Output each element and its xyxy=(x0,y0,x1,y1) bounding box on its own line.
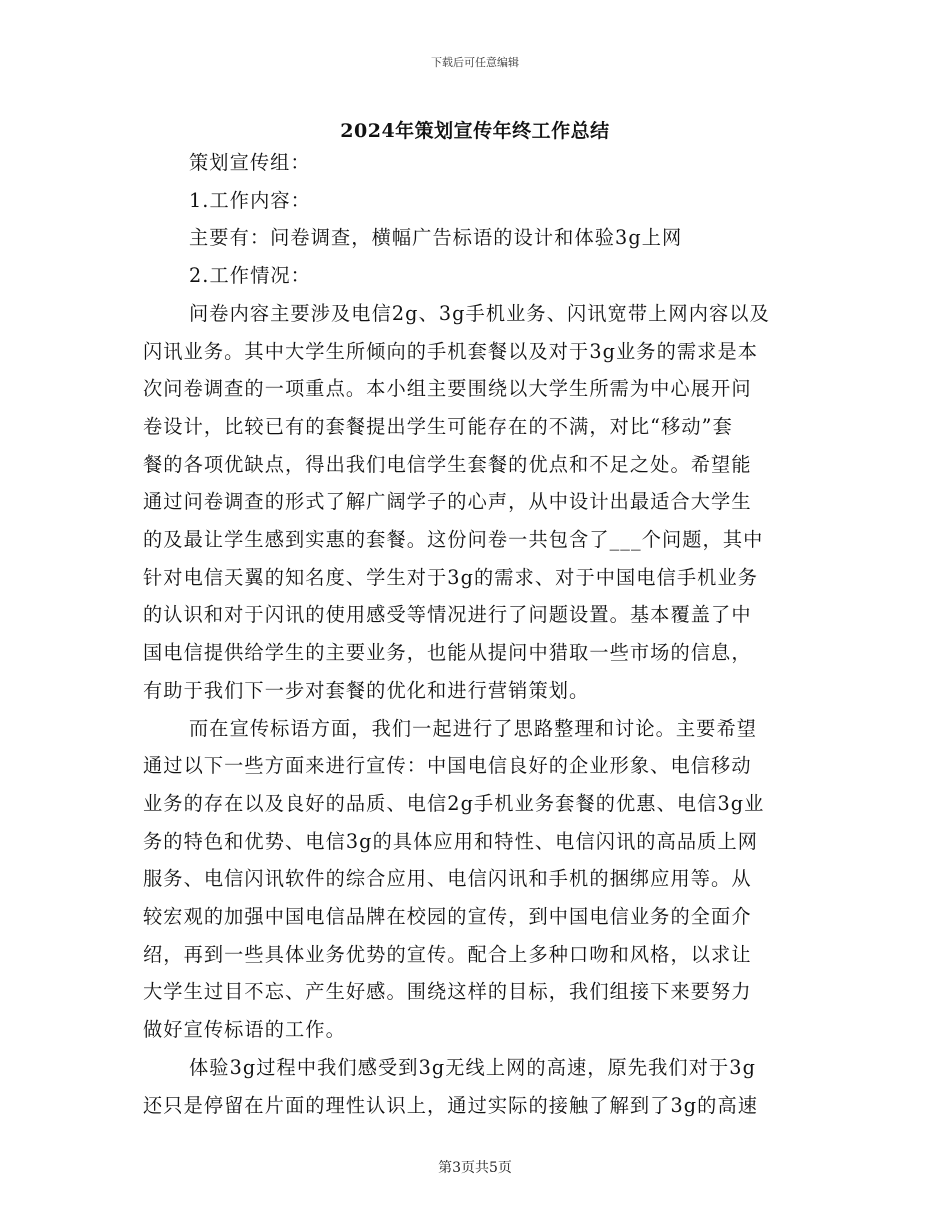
paragraph-line: 主要有：问卷调查，横幅广告标语的设计和体验3g上网 xyxy=(189,226,683,250)
paragraph-line: 国电信提供给学生的主要业务，也能从提问中猎取一些市场的信息， xyxy=(143,641,752,665)
paragraph-line: 通过以下一些方面来进行宣传：中国电信良好的企业形象、电信移动 xyxy=(143,754,752,778)
paragraph-line: 有助于我们下一步对套餐的优化和进行营销策划。 xyxy=(143,678,590,702)
paragraph-line: 餐的各项优缺点，得出我们电信学生套餐的优点和不足之处。希望能 xyxy=(143,452,752,476)
paragraph-line: 体验3g过程中我们感受到3g无线上网的高速，原先我们对于3g xyxy=(189,1055,756,1079)
paragraph-line: 还只是停留在片面的理性认识上，通过实际的接触了解到了3g的高速 xyxy=(143,1093,759,1117)
paragraph-line: 绍，再到一些具体业务优势的宣传。配合上多种口吻和风格，以求让 xyxy=(143,942,752,966)
paragraph-line: 业务的存在以及良好的品质、电信2g手机业务套餐的优惠、电信3g业 xyxy=(143,791,765,815)
paragraph-line: 次问卷调查的一项重点。本小组主要围绕以大学生所需为中心展开问 xyxy=(143,377,752,401)
paragraph-line: 通过问卷调查的形式了解广阔学子的心声，从中设计出最适合大学生 xyxy=(143,490,752,514)
paragraph-line: 做好宣传标语的工作。 xyxy=(143,1018,346,1042)
page-number: 第3页共5页 xyxy=(438,1160,512,1176)
paragraph-line: 较宏观的加强中国电信品牌在校园的宣传，到中国电信业务的全面介 xyxy=(143,905,752,929)
paragraph-line: 针对电信天翼的知名度、学生对于3g的需求、对于中国电信手机业务 xyxy=(143,565,759,589)
paragraph-line: 服务、电信闪讯软件的综合应用、电信闪讯和手机的捆绑应用等。从 xyxy=(143,867,752,891)
paragraph-line: 卷设计，比较已有的套餐提出学生可能存在的不满，对比“移动”套 xyxy=(143,414,733,438)
subheading-work-status: 2.工作情况： xyxy=(189,264,311,288)
paragraph-line: 务的特色和优势、电信3g的具体应用和特性、电信闪讯的高品质上网 xyxy=(143,829,759,853)
subheading-work-content: 1.工作内容： xyxy=(189,188,311,212)
paragraph-line: 大学生过目不忘、产生好感。围绕这样的目标，我们组接下来要努力 xyxy=(143,980,752,1004)
paragraph-line: 闪讯业务。其中大学生所倾向的手机套餐以及对于3g业务的需求是本 xyxy=(143,339,759,363)
paragraph-line: 的认识和对于闪讯的使用感受等情况进行了问题设置。基本覆盖了中 xyxy=(143,603,752,627)
paragraph-line: 问卷内容主要涉及电信2g、3g手机业务、闪讯宽带上网内容以及 xyxy=(189,301,770,325)
header-note: 下载后可任意编辑 xyxy=(431,56,519,69)
section-heading: 策划宣传组： xyxy=(189,151,311,174)
document-title: 2024年策划宣传年终工作总结 xyxy=(340,120,610,142)
document-body xyxy=(143,144,807,1124)
paragraph-line: 的及最让学生感到实惠的套餐。这份问卷一共包含了___个问题，其中 xyxy=(143,528,764,552)
paragraph-line: 而在宣传标语方面，我们一起进行了思路整理和讨论。主要希望 xyxy=(189,716,758,740)
